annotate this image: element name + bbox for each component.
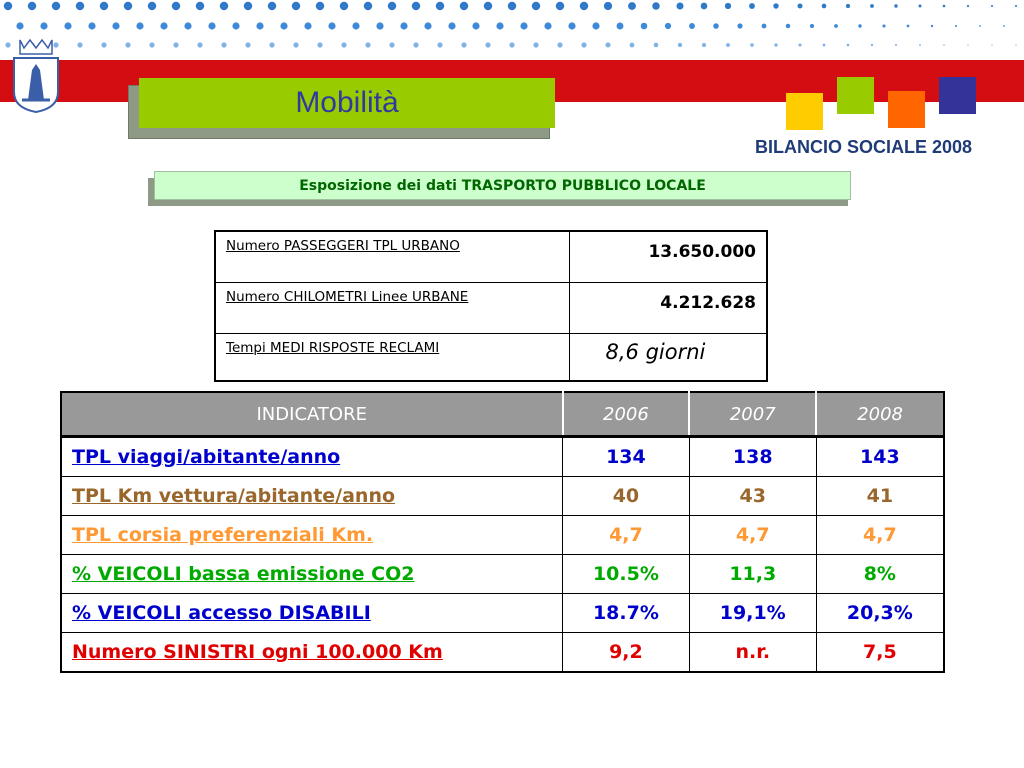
decoration-dot [424,22,431,29]
decoration-dot [605,42,610,47]
decoration-dot [77,42,82,47]
decoration-dot [448,22,455,29]
decoration-dot [557,42,562,47]
decoration-dot [460,2,468,10]
decoration-dot [798,43,801,46]
yellow-square-decoration [786,93,823,130]
decoration-dot [269,42,274,47]
value-2008: 8% [816,555,944,594]
decoration-dot [979,25,981,27]
decoration-dot [894,4,897,7]
decoration-dot [4,2,12,10]
indicator-link[interactable]: TPL viaggi/abitante/anno [61,437,563,477]
decoration-dot [365,42,370,47]
report-label: BILANCIO SOCIALE 2008 [754,137,972,157]
decoration-dot [292,2,300,10]
decoration-dot [750,43,754,47]
decoration-dot [28,2,36,10]
decoration-dot [148,2,156,10]
orange-square-decoration [888,91,925,128]
summary-value: 8,6 giorni [569,334,767,382]
decoration-dot [919,44,921,46]
decoration-dot [773,3,778,8]
decoration-dot [341,42,346,47]
decoration-dot [256,22,263,29]
value-2007: 11,3 [689,555,816,594]
decoration-dot [160,22,167,29]
value-2006: 134 [563,437,690,477]
decoration-dot [943,44,945,46]
decoration-dot [16,22,23,29]
decoration-dot [725,3,731,9]
decoration-dot [508,2,516,10]
value-2008: 143 [816,437,944,477]
decoration-dot [652,2,659,9]
decoration-dot [581,42,586,47]
decoration-dot [786,24,790,28]
decoration-dot [604,2,612,10]
decoration-dot [472,22,479,29]
decoration-dot [834,24,838,28]
decoration-dot [244,2,252,10]
decoration-dot [509,42,514,47]
decoration-dot [388,2,396,10]
decoration-dot [197,42,202,47]
decoration-dot [533,42,538,47]
decoration-dot [823,44,826,47]
indicator-link[interactable]: TPL corsia preferenziali Km. [61,516,563,555]
decoration-dot [400,22,407,29]
decoration-dot [701,3,708,10]
decoration-dot [689,23,695,29]
value-2007: 43 [689,477,816,516]
value-2006: 40 [563,477,690,516]
decoration-dot [617,23,624,30]
table-header-row [61,392,944,437]
decoration-dot [955,25,957,27]
decoration-dot [485,42,490,47]
decoration-dot [641,23,648,30]
decoration-dot [136,22,143,29]
summary-label: Numero CHILOMETRI Linee URBANE [215,283,569,334]
header-2006: 2006 [563,392,690,437]
decoration-dot [412,2,420,10]
decoration-dot [871,44,873,46]
decoration-dot [544,22,551,29]
decoration-dot [678,43,682,47]
decoration-dot [461,42,466,47]
decoration-dot [220,2,228,10]
decoration-dot [774,43,777,46]
summary-value: 4.212.628 [569,283,767,334]
decoration-dot [413,42,418,47]
subtitle-text: Esposizione dei dati TRASPORTO PUBBLICO LOCALE [299,177,706,194]
value-2008: 7,5 [816,633,944,673]
decoration-dot [172,2,180,10]
value-2008: 41 [816,477,944,516]
decoration-dot [726,43,730,47]
value-2006: 18.7% [563,594,690,633]
decoration-dot [665,23,671,29]
decoration-dot [76,2,84,10]
decoration-dot [436,2,444,10]
decoration-dot [208,22,215,29]
decoration-dot [870,4,874,8]
decoration-dot [654,43,659,48]
table-row [215,283,767,334]
decoration-dot [713,23,719,29]
decoration-dot [328,22,335,29]
decoration-dot [580,2,588,10]
decoration-dot [967,44,968,45]
decoration-dot [64,22,71,29]
decoration-dot [822,4,827,9]
indicator-link[interactable]: TPL Km vettura/abitante/anno [61,477,563,516]
decoration-dot [184,22,191,29]
decoration-dot [304,22,311,29]
decoration-dot [907,25,910,28]
decoration-dot [88,22,95,29]
decoration-dot [556,2,564,10]
value-2007: 138 [689,437,816,477]
decoration-dot [340,2,348,10]
decoration-dot [221,42,226,47]
decoration-dot [628,2,636,10]
value-2006: 9,2 [563,633,690,673]
blue-square-decoration [939,77,976,114]
decoration-dot [568,22,575,29]
summary-label: Numero PASSEGGERI TPL URBANO [215,231,569,283]
decoration-dot [100,2,108,10]
header-indicator: INDICATORE [61,392,563,437]
value-2006: 4,7 [563,516,690,555]
decoration-dot [762,24,767,29]
decoration-dot [293,42,298,47]
summary-label: Tempi MEDI RISPOSTE RECLAMI [215,334,569,382]
decoration-dot [810,24,814,28]
table-row [61,477,944,516]
value-2008: 4,7 [816,516,944,555]
decoration-dot [245,42,250,47]
decoration-dot [882,24,885,27]
decoration-dot [232,22,239,29]
decoration-dot [317,42,322,47]
decoration-dot [847,44,850,47]
table-row [61,555,944,594]
decoration-dot [124,2,132,10]
table-row [215,334,767,382]
value-2008: 20,3% [816,594,944,633]
decoration-dot [918,4,921,7]
indicator-link[interactable]: % VEICOLI accesso DISABILI [61,594,563,633]
decoration-dot [352,22,359,29]
decoration-dot [846,4,850,8]
decoration-dot [967,5,969,7]
decoration-dot [737,23,742,28]
decoration-dot [364,2,372,10]
decoration-dot [496,22,503,29]
decoration-dot [1003,25,1005,27]
decoration-dot [125,42,130,47]
decoration-dot [52,2,60,10]
value-2007: 19,1% [689,594,816,633]
coat-of-arms-icon [10,36,62,114]
page-title: Mobilità [295,86,399,119]
decoration-dot [532,2,540,10]
summary-value: 13.650.000 [569,231,767,283]
value-2006: 10.5% [563,555,690,594]
subtitle-box [154,171,851,200]
dot-pattern-decoration [0,0,1024,56]
decoration-dot [858,24,861,27]
table-row [215,231,767,283]
decoration-dot [40,22,47,29]
decoration-dot [149,42,154,47]
decoration-dot [112,22,119,29]
summary-table [214,230,768,382]
value-2007: 4,7 [689,516,816,555]
decoration-dot [895,44,897,46]
decoration-dot [1015,5,1017,7]
decoration-dot [797,3,802,8]
decoration-dot [702,43,706,47]
decoration-dot [389,42,394,47]
green-square-decoration [837,77,874,114]
decoration-dot [484,2,492,10]
table-row [61,437,944,477]
decoration-dot [268,2,276,10]
decoration-dot [196,2,204,10]
decoration-dot [991,5,993,7]
decoration-dot [101,42,106,47]
decoration-dot [931,25,933,27]
decoration-dot [437,42,442,47]
decoration-dot [280,22,287,29]
table-row [61,516,944,555]
header-2007: 2007 [689,392,816,437]
decoration-dot [173,42,178,47]
indicator-link[interactable]: % VEICOLI bassa emissione CO2 [61,555,563,594]
indicator-link[interactable]: Numero SINISTRI ogni 100.000 Km [61,633,563,673]
decoration-dot [592,22,599,29]
decoration-dot [676,2,683,9]
indicator-table [60,391,945,673]
decoration-dot [943,5,946,8]
decoration-dot [520,22,527,29]
title-box [139,78,555,128]
decoration-dot [630,43,635,48]
decoration-dot [376,22,383,29]
table-row [61,633,944,673]
decoration-dot [991,44,992,45]
value-2007: n.r. [689,633,816,673]
decoration-dot [1015,44,1016,45]
decoration-dot [316,2,324,10]
table-row [61,594,944,633]
header-2008: 2008 [816,392,944,437]
decoration-dot [749,3,755,9]
